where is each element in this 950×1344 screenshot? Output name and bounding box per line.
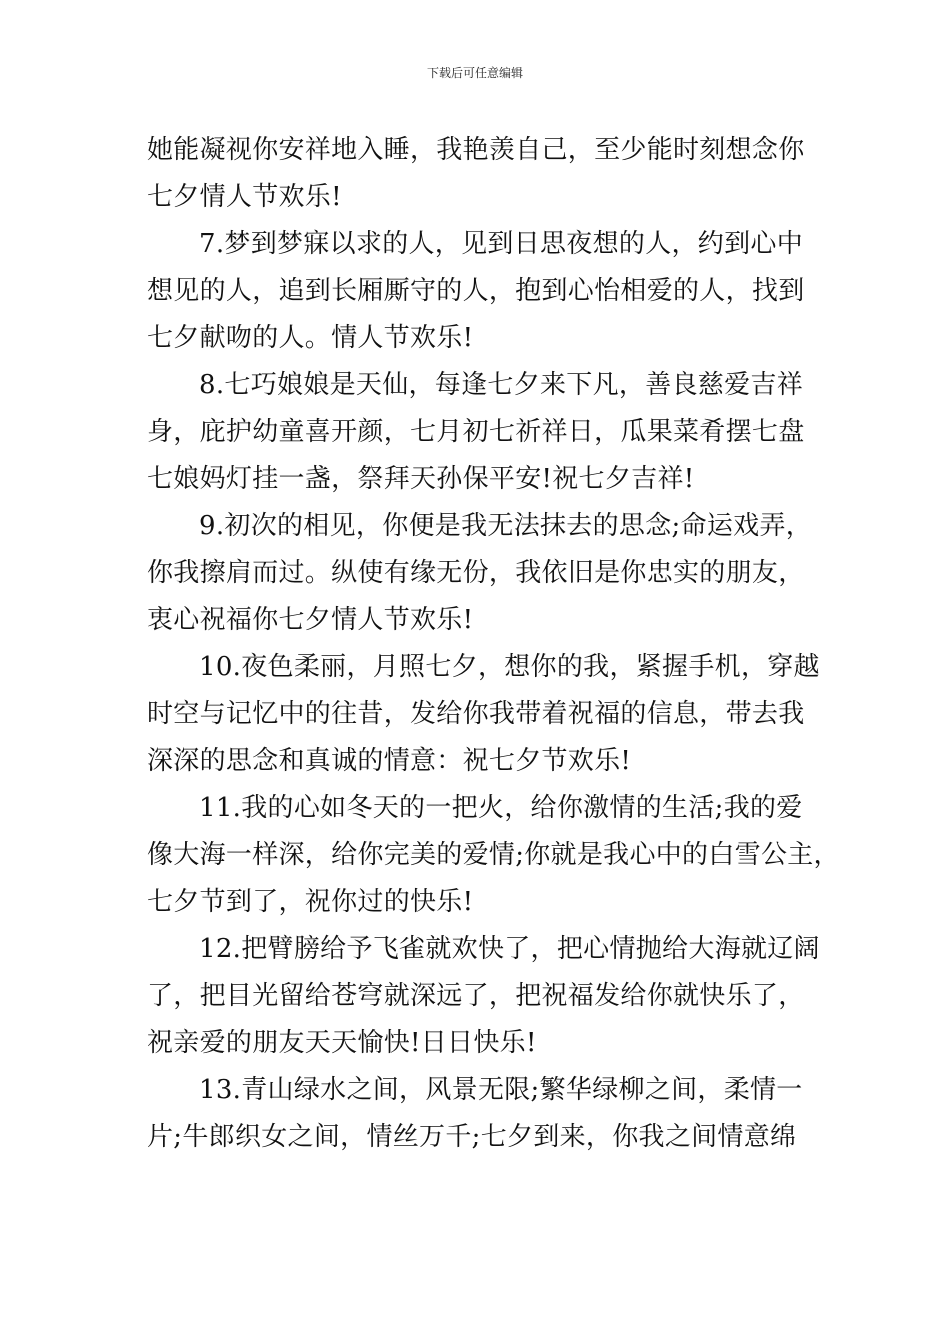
text-line: 12.把臂膀给予飞雀就欢快了，把心情抛给大海就辽阔 [199,934,820,964]
text-line: 10.夜色柔丽，月照七夕，想你的我，紧握手机，穿越 [199,652,820,682]
text-line: 13.青山绿水之间，风景无限;繁华绿柳之间，柔情一 [199,1075,803,1105]
text-line: 七夕节到了，祝你过的快乐! [147,887,474,917]
text-line: 七娘妈灯挂一盏，祭拜天孙保平安!祝七夕吉祥! [147,464,695,494]
text-line: 想见的人，追到长厢厮守的人，抱到心怡相爱的人，找到 [147,276,805,306]
text-line: 8.七巧娘娘是天仙，每逢七夕来下凡，善良慈爱吉祥 [199,370,804,400]
text-line: 像大海一样深，给你完美的爱情;你就是我心中的白雪公主， [147,840,840,870]
page-header: 下载后可任意编辑 [426,66,523,80]
text-line: 你我擦肩而过。纵使有缘无份，我依旧是你忠实的朋友， [147,558,805,588]
paragraph-11 [147,785,840,926]
text-line: 7.梦到梦寐以求的人，见到日思夜想的人，约到心中 [199,229,804,259]
text-line: 9.初次的相见，你便是我无法抹去的思念;命运戏弄， [199,511,813,541]
paragraph-13 [147,1067,827,1161]
text-line: 片;牛郎织女之间，情丝万千;七夕到来，你我之间情意绵 [147,1122,797,1152]
text-line: 时空与记忆中的往昔，发给你我带着祝福的信息，带去我 [147,699,805,729]
document-body [147,127,840,1161]
paragraph-12 [147,926,827,1067]
paragraph-8 [147,362,827,503]
text-line: 衷心祝福你七夕情人节欢乐! [147,605,474,635]
text-line: 深深的思念和真诚的情意：祝七夕节欢乐! [147,746,632,776]
paragraph-10 [147,644,827,785]
paragraph-9 [147,503,827,644]
text-line: 七夕献吻的人。情人节欢乐! [147,323,474,353]
text-line: 11.我的心如冬天的一把火，给你激情的生活;我的爱 [199,793,803,823]
text-line: 了，把目光留给苍穹就深远了，把祝福发给你就快乐了， [147,981,805,1011]
text-line: 七夕情人节欢乐! [147,182,342,212]
text-line: 祝亲爱的朋友天天愉快!日日快乐! [147,1028,537,1058]
paragraph-7 [147,221,827,362]
text-line: 身，庇护幼童喜开颜，七月初七祈祥日，瓜果菜肴摆七盘 [147,417,805,447]
text-line: 她能凝视你安祥地入睡，我艳羡自己，至少能时刻想念你 [147,135,805,165]
paragraph-continuation [147,127,827,221]
